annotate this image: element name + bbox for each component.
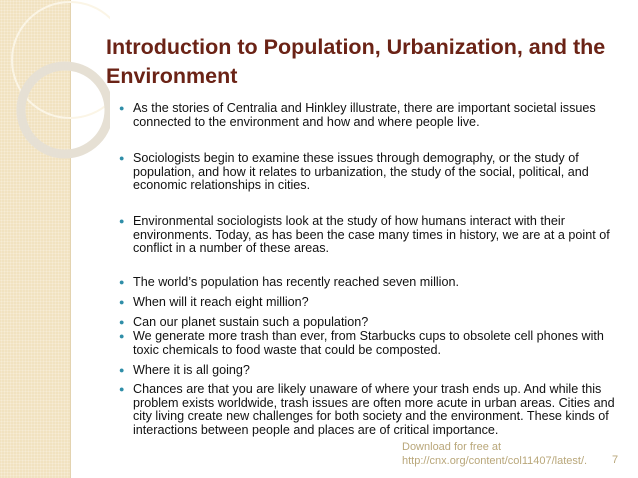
bullet-item: ● The world’s population has recently reached seven million. bbox=[119, 275, 459, 289]
footer-link[interactable]: http://cnx.org/content/col11407/latest/. bbox=[402, 455, 588, 467]
bullet-icon: ● bbox=[119, 365, 125, 375]
bullet-item: ● Environmental sociologists look at the study of how humans interact with their environments. Today, as has been the case many times in history, we are at a point of conflict in a number of these areas. bbox=[119, 214, 610, 255]
bullet-icon: ● bbox=[119, 103, 125, 113]
bullet-item: ● Where it is all going? bbox=[119, 363, 250, 377]
bullet-icon: ● bbox=[119, 216, 125, 226]
footer-source bbox=[402, 440, 587, 468]
bullet-icon: ● bbox=[119, 317, 125, 327]
bullet-icon: ● bbox=[119, 297, 125, 307]
bullet-item: ● Sociologists begin to examine these issues through demography, or the study of population, and how it relates to urbanization, the study of the social, political, and economic relationships in cities. bbox=[119, 151, 589, 192]
bullet-icon: ● bbox=[119, 331, 125, 341]
bullet-icon: ● bbox=[119, 384, 125, 394]
footer-line-1: Download for free at bbox=[402, 441, 502, 453]
bullet-item: ● As the stories of Centralia and Hinkley illustrate, there are important societal issues connected to the environment and how and where people live. bbox=[119, 101, 596, 129]
bullet-item: ● When will it reach eight million? bbox=[119, 295, 309, 309]
decorative-circles-icon bbox=[0, 0, 110, 200]
bullet-item: ● Chances are that you are likely unaware of where your trash ends up. And while this problem exists worldwide, trash issues are often more acute in urban areas. Cities and city living create new challenges for both society and the environment. These kinds of interactions between people and places are of critical importance. bbox=[119, 382, 615, 437]
bullet-icon: ● bbox=[119, 153, 125, 163]
bullet-icon: ● bbox=[119, 277, 125, 287]
page-number: 7 bbox=[612, 454, 619, 466]
decorative-sidebar bbox=[0, 0, 71, 478]
bullet-item: ● Can our planet sustain such a population? bbox=[119, 315, 369, 329]
slide-title: Introduction to Population, Urbanization, and the Environment bbox=[106, 35, 606, 88]
bullet-item: ● We generate more trash than ever, from Starbucks cups to obsolete cell phones with toxic chemicals to food waste that could be composted. bbox=[119, 329, 604, 357]
